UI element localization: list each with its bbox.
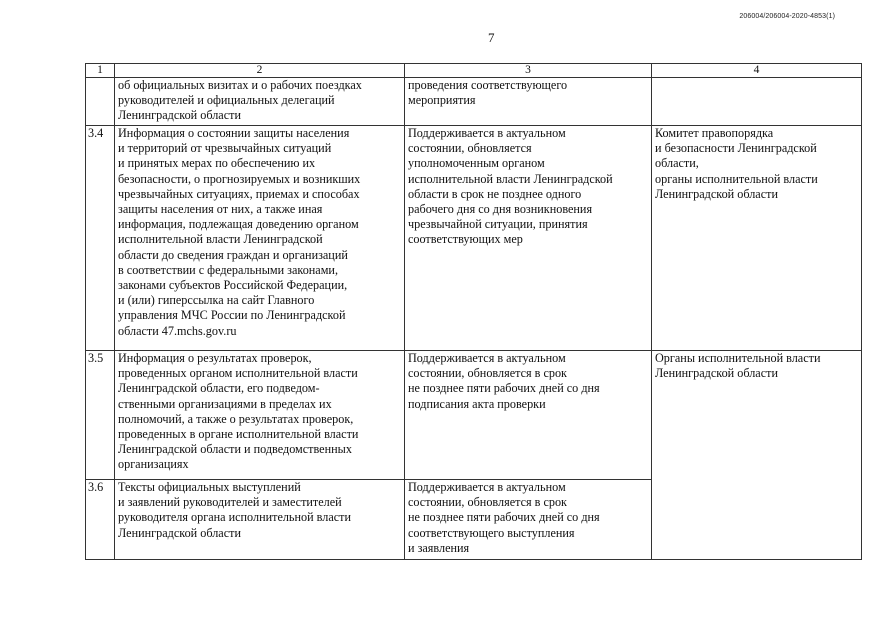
update-terms-cell: Поддерживается в актуальном состоянии, обновляется в срок не позднее пяти рабочих дней со дня подписания акта проверки [405, 351, 652, 480]
row-number: 3.6 [86, 480, 115, 560]
update-terms-cell: Поддерживается в актуальном состоянии, обновляется уполномоченным органом исполнительной власти Ленинградской области в срок не позднее одного рабочего дня со дня возникновения чрезвычайной ситуации, принятия соответствующих мер [405, 126, 652, 351]
update-terms-cell: проведения соответствующего мероприятия [405, 78, 652, 126]
row-number: 3.5 [86, 351, 115, 480]
row-number [86, 78, 115, 126]
column-header: 3 [405, 64, 652, 78]
page-number: 7 [488, 30, 495, 45]
update-terms-cell: Поддерживается в актуальном состоянии, обновляется в срок не позднее пяти рабочих дней со дня соответствующего выступления и заявления [405, 480, 652, 560]
column-header: 4 [652, 64, 862, 78]
document-table [85, 63, 862, 560]
row-number: 3.4 [86, 126, 115, 351]
info-cell: Информация о состоянии защиты населения и территорий от чрезвычайных ситуаций и принятых мерах по обеспечению их безопасности, о прогнозируемых и возникших чрезвычайных ситуациях, приемах и способах защиты населения от них, а также иная информация, подлежащая доведению органом исполнительной власти Ленинградской области до сведения граждан и организаций в соответствии с федеральными законами, законами субъектов Российской Федерации, и (или) гиперссылка на сайт Главного управления МЧС России по Ленинградской области 47.mchs.gov.ru [115, 126, 405, 351]
responsible-cell [652, 78, 862, 126]
info-cell: Информация о результатах проверок, проведенных органом исполнительной власти Ленинградской области, его подведом- ственными организациями в пределах их полномочий, а также о результатах проверок, проведенных в органе исполнительной власти Ленинградской области и подведомственных организациях [115, 351, 405, 480]
info-cell: Тексты официальных выступлений и заявлений руководителей и заместителей руководителя органа исполнительной власти Ленинградской области [115, 480, 405, 560]
table-row [86, 78, 862, 126]
responsible-cell: Органы исполнительной власти Ленинградской области [652, 351, 862, 560]
table-row [86, 351, 862, 480]
table-header-row [86, 64, 862, 78]
column-header: 1 [86, 64, 115, 78]
info-cell: об официальных визитах и о рабочих поездках руководителей и официальных делегаций Ленинградской области [115, 78, 405, 126]
table-row [86, 126, 862, 351]
column-header: 2 [115, 64, 405, 78]
document-id: 206004/206004-2020-4853(1) [739, 13, 835, 20]
responsible-cell: Комитет правопорядка и безопасности Ленинградской области, органы исполнительной власти Ленинградской области [652, 126, 862, 351]
